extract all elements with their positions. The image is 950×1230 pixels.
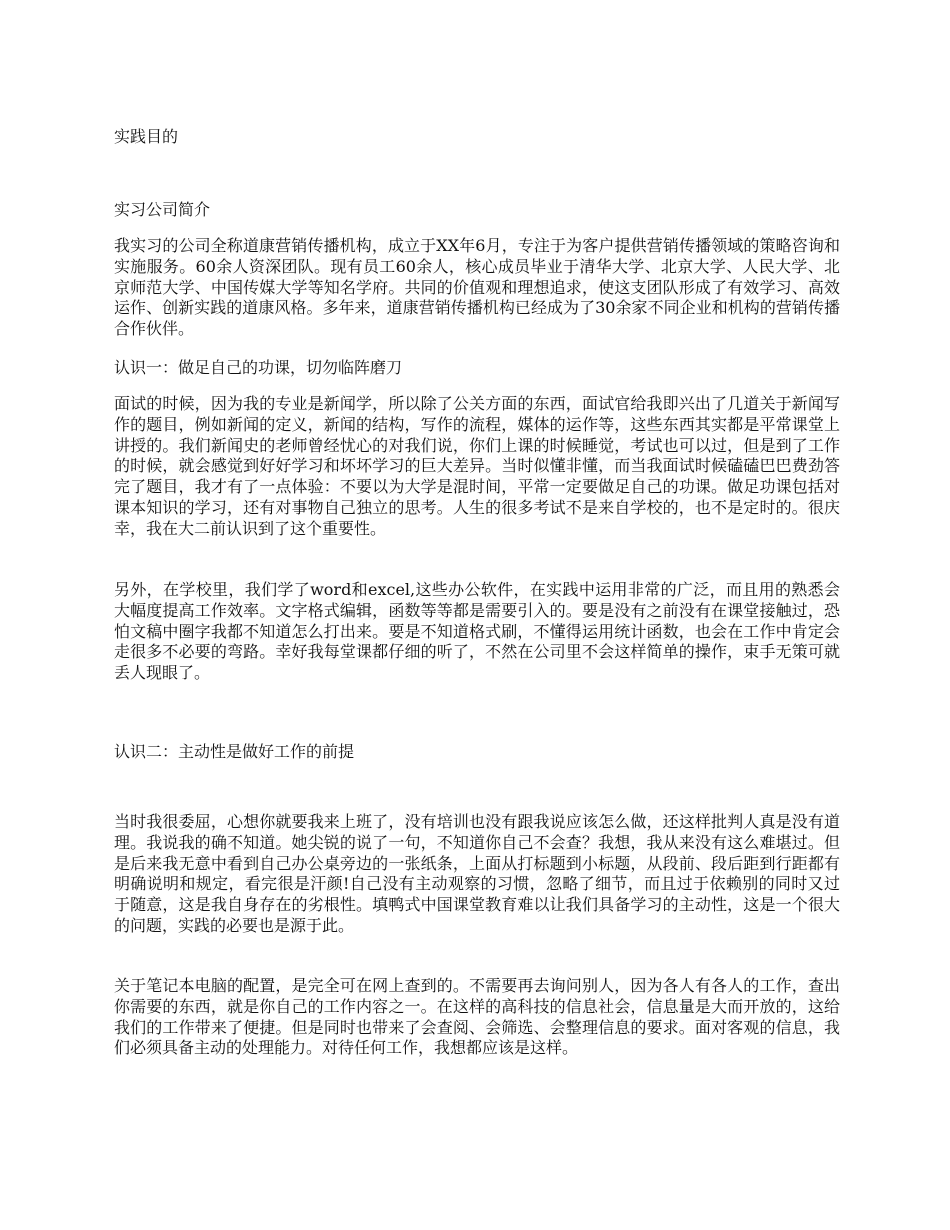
heading-insight-two: 认识二：主动性是做好工作的前提	[114, 742, 355, 761]
heading-insight-one: 认识一：做足自己的功课，切勿临阵磨刀	[114, 358, 403, 377]
paragraph-company-intro: 我实习的公司全称道康营销传播机构，成立于XX年6月，专注于为客户提供营销传播领域的策略咨询和实施服务。60余人资深团队。现有员工60余人，核心成员毕业于清华大学、北京大学、人民大学、北京师范大学、中国传媒大学等知名学府。共同的价值观和理想追求，使这支团队形成了有效学习、高效运作、创新实践的道康风格。多年来，道康营销传播机构已经成为了30余家不同企业和机构的营销传播合作伙伴。	[114, 236, 840, 339]
paragraph-insight-two-b: 关于笔记本电脑的配置，是完全可在网上查到的。不需要再去询问别人，因为各人有各人的工作，查出你需要的东西，就是你自己的工作内容之一。在这样的高科技的信息社会，信息量是大而开放的，这给我们的工作带来了便捷。但是同时也带来了会查阅、会筛选、会整理信息的要求。面对客观的信息，我们必须具备主动的处理能力。对待任何工作，我想都应该是这样。	[114, 976, 840, 1058]
heading-practice-purpose: 实践目的	[114, 127, 179, 146]
heading-company-intro: 实习公司简介	[114, 200, 211, 219]
paragraph-insight-one-a: 面试的时候，因为我的专业是新闻学，所以除了公关方面的东西，面试官给我即兴出了几道关于新闻写作的题目，例如新闻的定义，新闻的结构，写作的流程，媒体的运作等，这些东西其实都是平常课堂上讲授的。我们新闻史的老师曾经忧心的对我们说，你们上课的时候睡觉，考试也可以过，但是到了工作的时候，就会感觉到好好学习和坏坏学习的巨大差异。当时似懂非懂，而当我面试时候磕磕巴巴费劲答完了题目，我才有了一点体验：不要以为大学是混时间，平常一定要做足自己的功课。做足功课包括对课本知识的学习，还有对事物自己独立的思考。人生的很多考试不是来自学校的，也不是定时的。很庆幸，我在大二前认识到了这个重要性。	[114, 394, 840, 538]
paragraph-insight-one-b: 另外，在学校里，我们学了word和excel,这些办公软件，在实践中运用非常的广泛，而且用的熟悉会大幅度提高工作效率。文字格式编辑，函数等等都是需要引入的。要是没有之前没有在课堂接触过，恐怕文稿中圈字我都不知道怎么打出来。要是不知道格式刷，不懂得运用统计函数，也会在工作中肯定会走很多不必要的弯路。幸好我每堂课都仔细的听了，不然在公司里不会这样简单的操作，束手无策可就丢人现眼了。	[114, 580, 840, 683]
paragraph-insight-two-a: 当时我很委屈，心想你就要我来上班了，没有培训也没有跟我说应该怎么做，还这样批判人真是没有道理。我说我的确不知道。她尖锐的说了一句，不知道你自己不会查？我想，我从来没有这么难堪过。但是后来我无意中看到自己办公桌旁边的一张纸条，上面从打标题到小标题，从段前、段后距到行距都有明确说明和规定，看完很是汗颜!自己没有主动观察的习惯，忽略了细节，而且过于依赖别的同时又过于随意，这是我自身存在的劣根性。填鸭式中国课堂教育难以让我们具备学习的主动性，这是一个很大的问题，实践的必要也是源于此。	[114, 812, 840, 935]
